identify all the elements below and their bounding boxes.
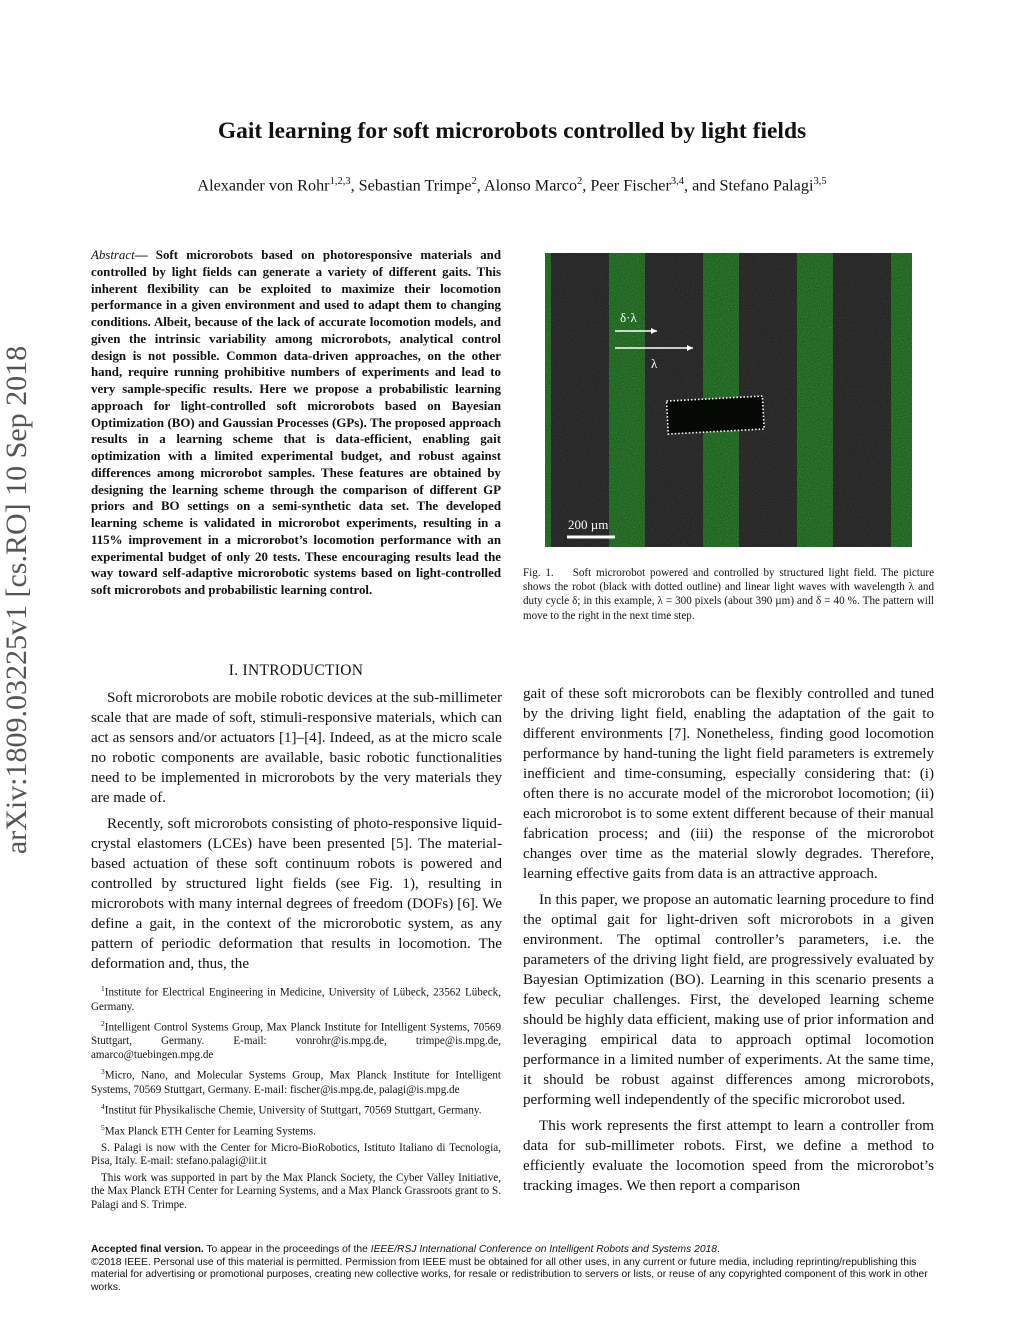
author-separator: , and xyxy=(683,176,720,195)
paragraph: In this paper, we propose an automatic learning procedure to find the optimal gait for light-driven soft microrobots in a given environment. The optimal controller’s parameters, i.e. the parameters of the driving light field, are progressively evaluated by Bayesian Optimization (BO). Learning in this scenario presents a few peculiar challenges. First, the developed learning scheme should be highly data efficient, making use of prior information and leveraging empirical data to approach optimal locomotion performance in a limited number of experiments. At the same time, it should be robust against differences among microrobots, performing well independently of the specific microrobot used. xyxy=(523,892,934,1108)
lambda-label: λ xyxy=(651,356,658,371)
notice-end: . xyxy=(717,1244,720,1255)
author-separator: , xyxy=(350,176,359,195)
paragraph: Recently, soft microrobots consisting of photo-responsive liquid-crystal elastomers (LCEs) have been presented [5]. The material-based actuation of these soft continuum robots is powered and controlled by structured light fields (see Fig. 1), resulting in microrobots with many internal degrees of freedom (DOFs) [6]. We define a gait, in the context of the microrobotic system, as any pattern of periodic deformation that results in locomotion. The deformation and, thus, the xyxy=(91,816,502,972)
footnote-text: Max Planck ETH Center for Learning Systems. xyxy=(104,1125,316,1138)
footnote xyxy=(91,1121,501,1140)
footnote xyxy=(91,982,501,1015)
figure-caption xyxy=(523,566,934,623)
microrobot-body xyxy=(667,396,765,434)
light-stripe-texture xyxy=(891,253,912,547)
footnote-mark: 2 xyxy=(101,1018,105,1028)
footnote-mark: 3 xyxy=(101,1067,105,1077)
author-separator: , xyxy=(582,176,591,195)
footnote xyxy=(91,1100,501,1119)
caption-text: Soft microrobot powered and controlled by structured light field. The picture shows the robot (black with dotted outline) and linear light waves with wavelength λ and duty cycle δ; in this example, λ = 300 pixels (about 390 µm) and δ = 40 %. The pattern will move to the right in the next time step. xyxy=(523,567,935,622)
caption-label: Fig. 1. xyxy=(523,567,554,579)
intro-column-right xyxy=(523,684,934,1202)
author-affiliation: 1,2,3 xyxy=(329,176,351,187)
author-name: Alonso Marco xyxy=(483,176,578,195)
author-name: Stefano Palagi xyxy=(719,176,814,195)
light-stripe-texture xyxy=(545,253,551,547)
author-list xyxy=(0,176,1024,195)
paragraph: This work represents the first attempt to learn a controller from data for sub-millimeter robots. First, we define a method to efficiently evaluate the locomotion speed from the microrobot’s tracking images. We then report a comparison xyxy=(523,1118,934,1194)
microrobot xyxy=(667,396,765,434)
footnote-text: Institut für Physikalische Chemie, University of Stuttgart, 70569 Stuttgart, Germany. xyxy=(104,1104,482,1117)
footnote xyxy=(91,1172,501,1214)
intro-column-left xyxy=(91,688,502,980)
notice-venue: IEEE/RSJ International Conference on Intelligent Robots and Systems 2018 xyxy=(370,1244,717,1255)
paragraph: Soft microrobots are mobile robotic devices at the sub-millimeter scale that are made of soft, stimuli-responsive materials, which can act as sensors and/or actuators [1]–[4]. Indeed, as at the micro scale no robotic components are available, basic robotic functionalities need to be implemented in microrobots by the very materials they are made of. xyxy=(91,690,502,806)
author-affiliation: 2 xyxy=(471,176,477,187)
footnote-text: S. Palagi is now with the Center for Micro-BioRobotics, Istituto Italiano di Tecnologia, Pisa, Italy. E-mail: stefano.palagi@iit.it xyxy=(91,1141,501,1168)
author-affiliation: 2 xyxy=(577,176,583,187)
abstract-text: — Soft microrobots based on photoresponsive materials and controlled by light fields can generate a variety of different gaits. This inherent flexibility can be exploited to maximize their locomotion performance in a given environment and used to adapt them to changing conditions. Albeit, because of the lack of accurate locomotion models, and given the intrinsic variability among microrobots, analytical control design is not possible. Common data-driven approaches, on the other hand, require running prohibitive numbers of experiments and lead to very sample-specific results. Here we propose a probabilistic learning approach for light-controlled soft microrobots based on Bayesian Optimization (BO) and Gaussian Processes (GPs). The proposed approach results in a learning scheme that is data-efficient, enabling gait optimization with a limited experimental budget, and robust against differences among microrobot samples. These features are obtained by designing the learning scheme through the comparison of different GP priors and BO settings on a semi-synthetic data set. The developed learning scheme is validated in microrobot experiments, resulting in a 115% improvement in a microrobot’s locomotion performance with an experimental budget of only 20 tests. These encouraging results lead the way toward self-adaptive microrobotic systems based on light-controlled soft microrobots and probabilistic learning control. xyxy=(91,248,501,597)
footnote-mark: 5 xyxy=(101,1122,105,1132)
author-name: Peer Fischer xyxy=(590,176,671,195)
footnote-text: Institute for Electrical Engineering in Medicine, University of Lübeck, 23562 Lübeck, Germany. xyxy=(91,986,501,1013)
notice-text: To appear in the proceedings of the xyxy=(203,1244,371,1255)
footnotes xyxy=(91,982,501,1215)
footnote-mark: 1 xyxy=(101,984,105,993)
abstract-label: Abstract xyxy=(91,248,135,262)
delta-lambda-label: δ·λ xyxy=(620,310,637,325)
paragraph: gait of these soft microrobots can be flexibly controlled and tuned by the driving light field, enabling the adaptation of the gait to different environments [7]. Nonetheless, finding good locomotion performance by hand-tuning the light field parameters is extremely inefficient and time-consuming, especially considering that: (i) often there is no accurate model of the microrobot locomotion; (ii) each microrobot is to some extent different because of their manual fabrication process; and (iii) the response of the microrobot changes over time as the material slowly degrades. Therefore, learning effective gaits from data is an attractive approach. xyxy=(523,686,934,882)
footnote xyxy=(91,1065,501,1098)
notice-line xyxy=(91,1244,941,1257)
footnote-text: Micro, Nano, and Molecular Systems Group, Max Planck Institute for Intelligent Systems, 70569 Stuttgart, Germany. E-mail: fischer@is.mpg.de, palagi@is.mpg.de xyxy=(91,1069,501,1096)
copyright-notice: ©2018 IEEE. Personal use of this material is permitted. Permission from IEEE must be obtained for all other uses, in any current or future media, including reprinting/republishing this material for advertising or promotional purposes, creating new collective works, for resale or redistribution to servers or lists, or reuse of any copyrighted component of this work in other works. xyxy=(91,1256,928,1293)
author-separator: , xyxy=(476,176,484,195)
author-affiliation: 3,4 xyxy=(670,176,684,187)
figure-svg xyxy=(545,253,912,547)
author-name: Sebastian Trimpe xyxy=(358,176,472,195)
publication-notice xyxy=(91,1244,941,1294)
author-name: Alexander von Rohr xyxy=(197,176,330,195)
arxiv-identifier: arXiv:1809.03225v1 [cs.RO] 10 Sep 2018 xyxy=(0,345,33,855)
footnote-text: This work was supported in part by the Max Planck Society, the Cyber Valley Initiative, the Max Planck ETH Center for Learning Systems, and a Max Planck Grassroots grant to S. Palagi and S. Trimpe. xyxy=(91,1171,501,1212)
figure-image xyxy=(545,253,912,547)
notice-label: Accepted final version. xyxy=(91,1244,204,1255)
abstract xyxy=(91,247,501,599)
footnote-text: Intelligent Control Systems Group, Max Planck Institute for Intelligent Systems, 70569 Stuttgart, Germany. E-mail: vonrohr@is.mpg.de, trimpe@is.mpg.de, amarco@tuebingen.mpg.de xyxy=(91,1021,501,1062)
section-heading: I. INTRODUCTION xyxy=(228,662,364,679)
light-stripe-texture xyxy=(609,253,645,547)
light-stripe-texture xyxy=(797,253,833,547)
footnote xyxy=(91,1017,501,1063)
author-affiliation: 3,5 xyxy=(813,176,827,187)
scale-bar-label: 200 µm xyxy=(568,517,609,532)
paper-title: Gait learning for soft microrobots controlled by light fields xyxy=(217,118,807,144)
footnote-mark: 4 xyxy=(101,1101,105,1111)
footnote xyxy=(91,1142,501,1170)
